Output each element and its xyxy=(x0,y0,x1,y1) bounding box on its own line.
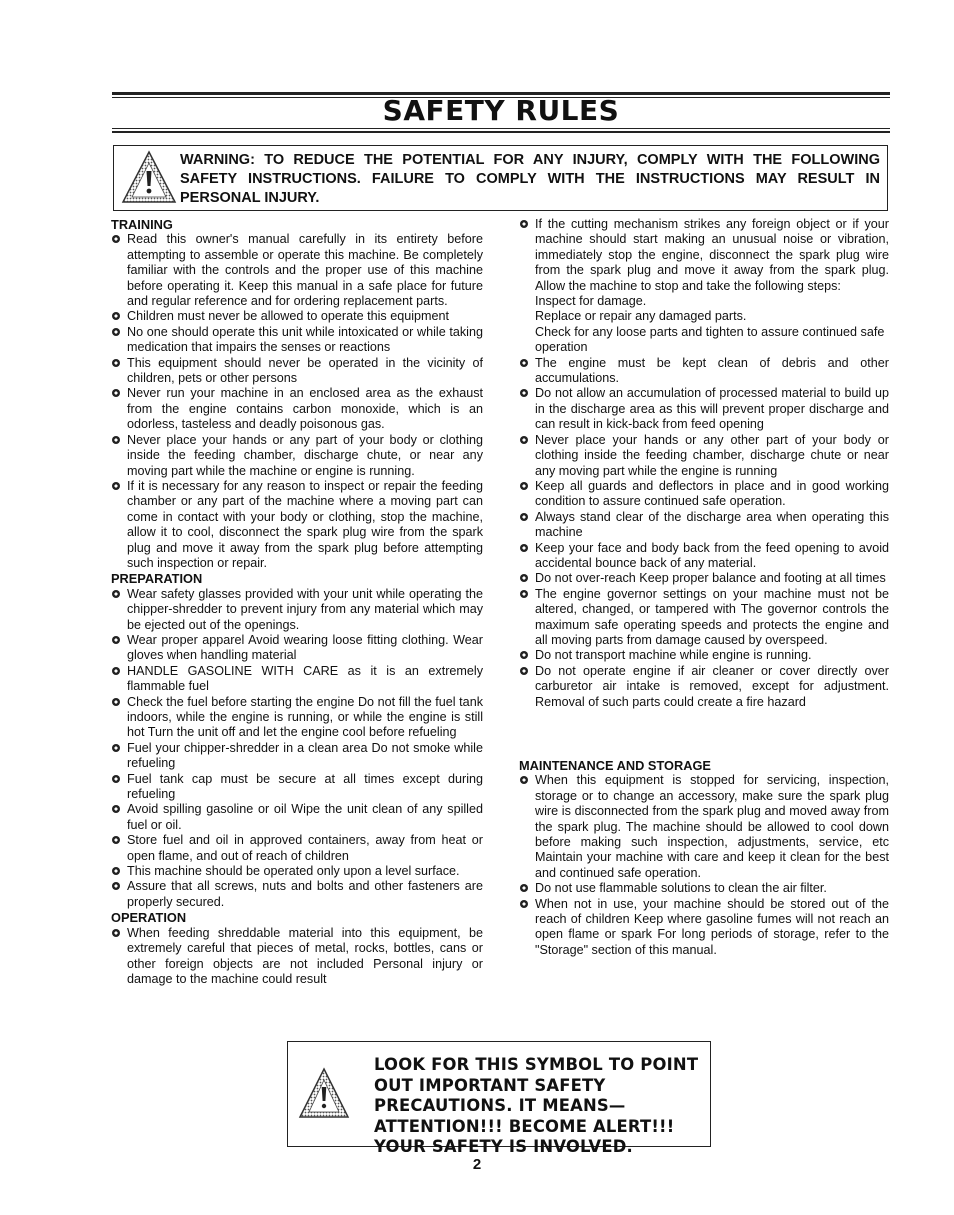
list-item: Fuel your chipper-shredder in a clean area Do not smoke while refueling xyxy=(111,741,483,772)
list-item: Store fuel and oil in approved containers, away from heat or open flame, and out of reach of children xyxy=(111,833,483,864)
list-item: Read this owner's manual carefully in its entirety before attempting to assemble or operate this machine. Be completely familiar with the controls and the proper use of this machine before operating it. Keep this manual in a safe place for future and regular reference and for ordering replacement parts. xyxy=(111,232,483,309)
warning-box xyxy=(113,145,888,211)
bullet-icon xyxy=(112,482,120,490)
warning-triangle-icon xyxy=(120,149,178,205)
list-item: If the cutting mechanism strikes any foreign object or if your machine should start making an unusual noise or vibration, immediately stop the engine, disconnect the spark plug wire from the spark plug and move it away from the spark plug. Allow the machine to stop and take the following steps: Inspect for damage. Replace or repair any damaged parts. Check for any loose parts and tighten to assure continued safe operation xyxy=(519,217,889,356)
bullet-icon xyxy=(112,235,120,243)
bullet-icon xyxy=(112,744,120,752)
list-item: Do not operate engine if air cleaner or cover directly over carburetor air intake is removed, except for adjustment. Removal of such parts could create a fire hazard xyxy=(519,664,889,710)
step-text: Check for any loose parts and tighten to assure continued safe operation xyxy=(535,324,885,355)
preparation-list xyxy=(111,587,483,911)
bullet-icon xyxy=(520,776,528,784)
title-rule-thick xyxy=(112,131,890,133)
training-list xyxy=(111,232,483,571)
bullet-icon xyxy=(520,884,528,892)
bullet-icon xyxy=(520,574,528,582)
bullet-icon xyxy=(112,836,120,844)
bullet-icon xyxy=(112,775,120,783)
bullet-icon xyxy=(112,636,120,644)
step-text: Inspect for damage. xyxy=(535,294,647,309)
list-item: Avoid spilling gasoline or oil Wipe the unit clean of any spilled fuel or oil. xyxy=(111,802,483,833)
list-item: Fuel tank cap must be secure at all times except during refueling xyxy=(111,772,483,803)
page-number: 2 xyxy=(472,1156,482,1173)
list-item: When not in use, your machine should be stored out of the reach of children Keep where gasoline fumes will not reach an open flame or spark For long periods of storage, refer to the "Storage" section of this manual. xyxy=(519,897,889,959)
section-training xyxy=(111,217,483,571)
warning-triangle-icon xyxy=(298,1066,350,1120)
list-item: Children must never be allowed to operate this equipment xyxy=(111,309,483,324)
warning-text: WARNING: TO REDUCE THE POTENTIAL FOR ANY INJURY, COMPLY WITH THE FOLLOWING SAFETY INSTRUCTIONS. FAILURE TO COMPLY WITH THE INSTRUCTIONS MAY RESULT IN PERSONAL INJURY. xyxy=(180,152,880,206)
list-item: When feeding shreddable material into this equipment, be extremely careful that pieces of metal, rocks, bottles, cans or other foreign objects are not included Personal injury or damage to the machine could result xyxy=(111,926,483,988)
bullet-icon xyxy=(112,698,120,706)
bullet-icon xyxy=(112,805,120,813)
bullet-icon xyxy=(112,667,120,675)
page-title: SAFETY RULES xyxy=(382,94,620,127)
maintenance-list xyxy=(519,773,889,958)
section-preparation xyxy=(111,571,483,910)
operation-continued-list xyxy=(519,217,889,710)
list-item: Never place your hands or any part of your body or clothing inside the feeding chamber, discharge chute, or near any moving part while the machine or engine is running. xyxy=(111,433,483,479)
bullet-icon xyxy=(520,220,528,228)
list-item: Do not transport machine while engine is running. xyxy=(519,648,889,663)
list-item: Wear proper apparel Avoid wearing loose fitting clothing. Wear gloves when handling material xyxy=(111,633,483,664)
section-operation-continued xyxy=(519,217,889,710)
list-item: Keep your face and body back from the feed opening to avoid accidental bounce back of any material. xyxy=(519,541,889,572)
bullet-icon xyxy=(112,328,120,336)
section-heading-preparation: PREPARATION xyxy=(111,571,203,587)
list-item: Do not over-reach Keep proper balance and footing at all times xyxy=(519,571,889,586)
list-item: Always stand clear of the discharge area when operating this machine xyxy=(519,510,889,541)
list-item: Never place your hands or any other part of your body or clothing inside the feeding chamber, discharge chute or near any moving part while the engine is running xyxy=(519,433,889,479)
list-item: Wear safety glasses provided with your unit while operating the chipper-shredder to prevent injury from any material which may be ejected out of the openings. xyxy=(111,587,483,633)
bullet-icon xyxy=(520,651,528,659)
bullet-icon xyxy=(112,882,120,890)
title-rule-thin xyxy=(112,128,890,129)
section-operation xyxy=(111,910,483,987)
operation-list xyxy=(111,926,483,988)
bullet-icon xyxy=(520,482,528,490)
left-column xyxy=(111,217,483,987)
list-item: This equipment should never be operated in the vicinity of children, pets or other persons xyxy=(111,356,483,387)
bullet-icon xyxy=(520,667,528,675)
step-text: Replace or repair any damaged parts. xyxy=(535,309,747,324)
bullet-icon xyxy=(520,389,528,397)
list-item: This machine should be operated only upon a level surface. xyxy=(111,864,483,879)
section-heading-maintenance: MAINTENANCE AND STORAGE xyxy=(519,758,711,773)
bullet-icon xyxy=(520,544,528,552)
notice-text: LOOK FOR THIS SYMBOL TO POINT OUT IMPORTANT SAFETY PRECAUTIONS. IT MEANS—ATTENTION!!! BECOME ALERT!!! YOUR SAFETY IS INVOLVED. xyxy=(374,1055,699,1156)
list-item: HANDLE GASOLINE WITH CARE as it is an extremely flammable fuel xyxy=(111,664,483,695)
bullet-icon xyxy=(112,436,120,444)
bullet-icon xyxy=(520,436,528,444)
list-item: Do not allow an accumulation of processed material to build up in the discharge area as this will prevent proper discharge and can result in kick-back from feed opening xyxy=(519,386,889,432)
section-heading-operation: OPERATION xyxy=(111,910,187,926)
bullet-icon xyxy=(112,867,120,875)
bullet-icon xyxy=(112,389,120,397)
list-item: Keep all guards and deflectors in place and in good working condition to assure continued safe operation. xyxy=(519,479,889,510)
bullet-icon xyxy=(112,590,120,598)
section-heading-training: TRAINING xyxy=(111,217,173,232)
bullet-icon xyxy=(520,590,528,598)
bullet-icon xyxy=(112,312,120,320)
list-item: If it is necessary for any reason to inspect or repair the feeding chamber or any part of the machine where a moving part can come in contact with your body or clothing, stop the machine, allow it to cool, disconnect the spark plug wire from the spark plug and move it away from the spark plug before attempting such inspection or repair. xyxy=(111,479,483,571)
list-item: The engine governor settings on your machine must not be altered, changed, or tampered with The governor controls the maximum safe operating speeds and protects the engine and all moving parts from damage caused by overspeed. xyxy=(519,587,889,649)
list-item: The engine must be kept clean of debris and other accumulations. xyxy=(519,356,889,387)
section-maintenance xyxy=(519,758,889,958)
list-item: Assure that all screws, nuts and bolts and other fasteners are properly secured. xyxy=(111,879,483,910)
bullet-icon xyxy=(520,900,528,908)
list-item: Do not use flammable solutions to clean the air filter. xyxy=(519,881,889,896)
bullet-icon xyxy=(520,513,528,521)
list-item: No one should operate this unit while intoxicated or while taking medication that impairs the senses or reactions xyxy=(111,325,483,356)
list-item: Never run your machine in an enclosed area as the exhaust from the engine contains carbon monoxide, which is an odorless, tasteless and deadly poisonous gas. xyxy=(111,386,483,432)
bullet-icon xyxy=(112,929,120,937)
list-item: When this equipment is stopped for servicing, inspection, storage or to change an accessory, make sure the spark plug wire is disconnected from the spark plug and moved away from the spark plug. The machine should be allowed to cool down before making such inspection, adjustments, service, etc Maintain your machine with care and keep it clean for the best and continued safe operation. xyxy=(519,773,889,881)
list-item: Check the fuel before starting the engine Do not fill the fuel tank indoors, while the engine is running, or while the engine is still hot Turn the unit off and let the engine cool before refueling xyxy=(111,695,483,741)
right-column xyxy=(519,217,889,958)
bullet-icon xyxy=(112,359,120,367)
notice-box xyxy=(287,1041,711,1156)
bullet-icon xyxy=(520,359,528,367)
